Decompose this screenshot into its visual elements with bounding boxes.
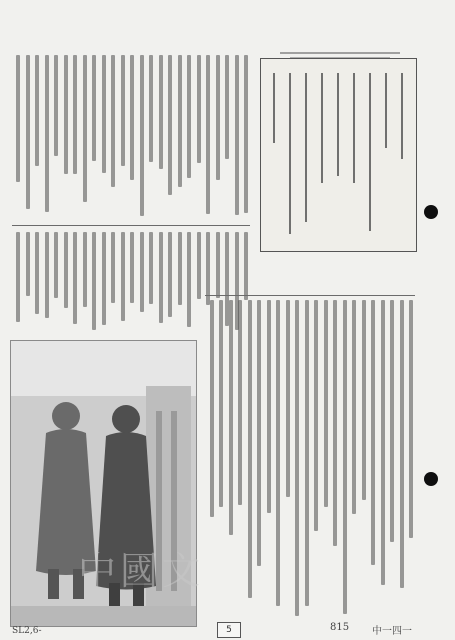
text-column — [73, 55, 77, 174]
text-column — [286, 300, 290, 497]
binder-hole-top — [424, 205, 438, 219]
text-column — [305, 300, 309, 606]
text-column — [159, 55, 163, 169]
text-column — [54, 232, 58, 298]
text-column — [83, 232, 87, 307]
handwritten-stroke — [273, 73, 275, 143]
text-column — [248, 300, 252, 598]
text-column — [276, 300, 280, 606]
text-column — [178, 232, 182, 305]
text-column — [187, 232, 191, 327]
text-column — [35, 232, 39, 314]
text-column — [73, 232, 77, 324]
text-column — [111, 232, 115, 303]
text-column — [64, 232, 68, 308]
article-right — [205, 300, 415, 620]
text-column — [121, 55, 125, 166]
text-column — [16, 55, 20, 182]
text-column — [64, 55, 68, 174]
handwritten-stroke — [289, 73, 291, 234]
page-stamp — [217, 622, 241, 638]
text-column — [244, 55, 248, 213]
footer-right-number: 中一四一 — [372, 626, 412, 637]
text-column — [371, 300, 375, 565]
text-column — [400, 300, 404, 588]
text-column — [102, 232, 106, 325]
text-column — [102, 55, 106, 173]
text-column — [111, 55, 115, 187]
text-column — [140, 55, 144, 216]
handwritten-stroke — [337, 73, 339, 176]
text-column — [26, 55, 30, 209]
text-column — [197, 55, 201, 163]
text-column — [168, 55, 172, 195]
divider-right — [205, 295, 415, 296]
text-column — [187, 55, 191, 178]
text-column — [206, 55, 210, 214]
text-column — [16, 232, 20, 322]
text-column — [229, 300, 233, 535]
text-column — [244, 232, 248, 300]
text-column — [168, 232, 172, 317]
text-column — [149, 55, 153, 162]
page-code: SL2,6- — [12, 626, 42, 636]
text-column — [314, 300, 318, 531]
text-column — [178, 55, 182, 187]
handwritten-stroke — [385, 73, 387, 148]
text-column — [92, 55, 96, 161]
text-column — [197, 232, 201, 299]
text-column — [140, 232, 144, 312]
text-column — [352, 300, 356, 514]
text-column — [45, 232, 49, 318]
text-column — [219, 300, 223, 507]
text-column — [216, 55, 220, 180]
text-column — [235, 55, 239, 215]
text-column — [225, 55, 229, 159]
text-column — [295, 300, 299, 616]
text-column — [324, 300, 328, 507]
handwritten-stroke — [369, 73, 371, 231]
text-column — [35, 55, 39, 166]
text-column — [92, 232, 96, 330]
text-column — [409, 300, 413, 538]
handwritten-letter — [260, 58, 417, 252]
text-column — [238, 300, 242, 505]
text-column — [362, 300, 366, 500]
text-column — [83, 55, 87, 202]
article-top-left — [12, 55, 250, 220]
text-column — [130, 55, 134, 180]
text-column — [121, 232, 125, 321]
text-column — [26, 232, 30, 296]
watermark: 中國文 — [78, 549, 205, 593]
page-stamp-text: 5 — [226, 625, 232, 635]
handwritten-stroke — [353, 73, 355, 183]
text-column — [159, 232, 163, 323]
text-column — [267, 300, 271, 513]
binder-hole-bottom — [424, 472, 438, 486]
historical-photo — [10, 340, 197, 627]
text-column — [333, 300, 337, 546]
handwritten-stroke — [321, 73, 323, 183]
handwritten-stroke — [305, 73, 307, 222]
text-column — [257, 300, 261, 566]
text-column — [149, 232, 153, 304]
text-column — [216, 232, 220, 298]
text-column — [45, 55, 49, 212]
text-column — [343, 300, 347, 614]
text-column — [381, 300, 385, 585]
handwritten-stroke — [401, 73, 403, 159]
text-column — [54, 55, 58, 156]
divider-line — [12, 225, 250, 226]
text-column — [130, 232, 134, 303]
text-column — [210, 300, 214, 517]
text-column — [390, 300, 394, 542]
footer-left-number: 815 — [330, 622, 350, 633]
